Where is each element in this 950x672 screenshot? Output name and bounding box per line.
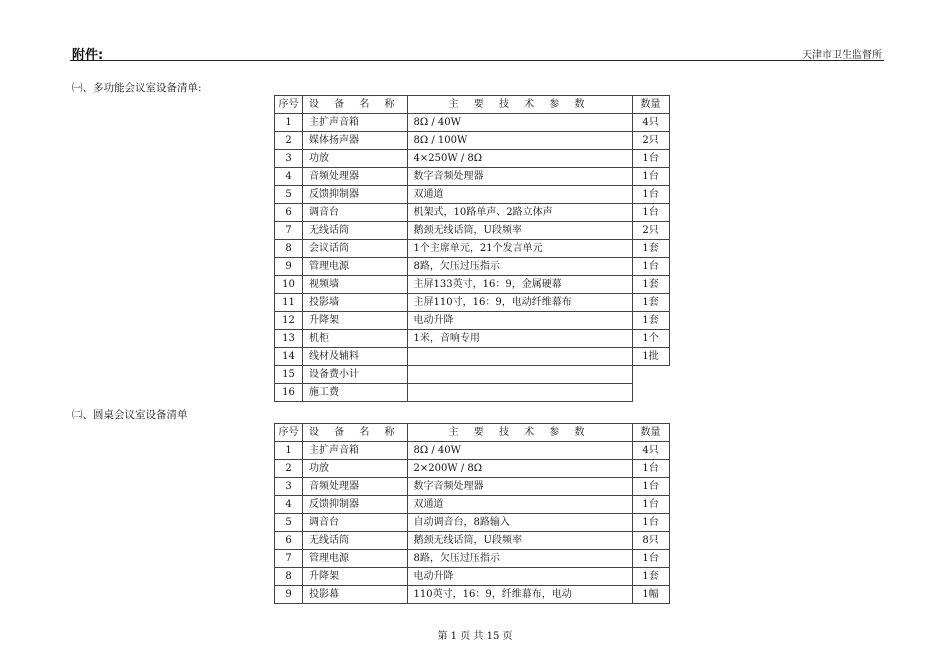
row-number: 7 <box>275 550 303 568</box>
equipment-spec: 双通道 <box>407 496 632 514</box>
header-spec: 主 要 技 术 参 数 <box>407 96 632 114</box>
row-number: 4 <box>275 168 303 186</box>
equipment-quantity: 1套 <box>632 312 669 330</box>
table-row <box>275 294 670 312</box>
equipment-name: 无线话筒 <box>303 532 408 550</box>
header-no: 序号 <box>275 424 303 442</box>
table-row <box>275 532 670 550</box>
section1-title: ㈠、多功能会议室设备清单: <box>72 82 202 94</box>
row-number: 7 <box>275 222 303 240</box>
table-row <box>275 442 670 460</box>
equipment-quantity: 1批 <box>632 348 669 366</box>
equipment-spec: 8Ω / 100W <box>407 132 632 150</box>
equipment-spec: 4×250W / 8Ω <box>407 150 632 168</box>
equipment-name: 主扩声音箱 <box>303 114 408 132</box>
header-qty: 数量 <box>632 96 669 114</box>
equipment-quantity: 1套 <box>632 568 669 586</box>
equipment-name: 管理电源 <box>303 258 408 276</box>
equipment-name: 媒体扬声器 <box>303 132 408 150</box>
table-row <box>275 514 670 532</box>
table-header-row <box>275 96 670 114</box>
equipment-name: 反馈抑制器 <box>303 186 408 204</box>
equipment-spec: 鹅颈无线话筒，U段频率 <box>407 222 632 240</box>
cost-item-name: 设备费小计 <box>303 366 408 384</box>
equipment-spec: 机架式，10路单声、2路立体声 <box>407 204 632 222</box>
empty-cell <box>632 366 669 384</box>
equipment-quantity: 2只 <box>632 222 669 240</box>
equipment-quantity: 1台 <box>632 168 669 186</box>
row-number: 12 <box>275 312 303 330</box>
equipment-name: 调音台 <box>303 514 408 532</box>
equipment-spec: 1个主席单元，21个发言单元 <box>407 240 632 258</box>
row-number: 4 <box>275 496 303 514</box>
equipment-quantity: 1台 <box>632 550 669 568</box>
equipment-spec: 主屏110寸，16：9，电动纤维幕布 <box>407 294 632 312</box>
row-number: 5 <box>275 514 303 532</box>
header-spec: 主 要 技 术 参 数 <box>407 424 632 442</box>
table-row <box>275 186 670 204</box>
equipment-quantity: 1台 <box>632 478 669 496</box>
equipment-spec <box>407 348 632 366</box>
equipment-spec: 数字音频处理器 <box>407 168 632 186</box>
table-row <box>275 258 670 276</box>
empty-cell <box>632 384 669 402</box>
equipment-spec: 数字音频处理器 <box>407 478 632 496</box>
equipment-quantity: 4只 <box>632 114 669 132</box>
equipment-name: 音频处理器 <box>303 168 408 186</box>
equipment-name: 功放 <box>303 460 408 478</box>
equipment-name: 机柜 <box>303 330 408 348</box>
equipment-name: 会议话筒 <box>303 240 408 258</box>
equipment-quantity: 1台 <box>632 496 669 514</box>
equipment-quantity: 1台 <box>632 204 669 222</box>
equipment-quantity: 8只 <box>632 532 669 550</box>
table-row <box>275 348 670 366</box>
equipment-name: 无线话筒 <box>303 222 408 240</box>
equipment-spec: 8路，欠压过压指示 <box>407 550 632 568</box>
row-number: 13 <box>275 330 303 348</box>
page-number: 第 1 页 共 15 页 <box>437 631 513 642</box>
row-number: 8 <box>275 240 303 258</box>
cost-item-value <box>407 366 632 384</box>
equipment-quantity: 1幅 <box>632 586 669 604</box>
table-row <box>275 478 670 496</box>
equipment-name: 主扩声音箱 <box>303 442 408 460</box>
table-row <box>275 168 670 186</box>
cost-item-name: 施工费 <box>303 384 408 402</box>
table-row <box>275 114 670 132</box>
header-qty: 数量 <box>632 424 669 442</box>
equipment-spec: 8路，欠压过压指示 <box>407 258 632 276</box>
equipment-spec: 2×200W / 8Ω <box>407 460 632 478</box>
equipment-quantity: 2只 <box>632 132 669 150</box>
equipment-name: 升降架 <box>303 312 408 330</box>
table-row <box>275 330 670 348</box>
cost-item-value <box>407 384 632 402</box>
section2-title: ㈡、圆桌会议室设备清单 <box>72 409 188 421</box>
equipment-name: 反馈抑制器 <box>303 496 408 514</box>
equipment-quantity: 1套 <box>632 240 669 258</box>
table-row <box>275 276 670 294</box>
row-number: 8 <box>275 568 303 586</box>
row-number: 10 <box>275 276 303 294</box>
equipment-spec: 1米，音响专用 <box>407 330 632 348</box>
equipment-spec: 鹅颈无线话筒，U段频率 <box>407 532 632 550</box>
equipment-spec: 8Ω / 40W <box>407 114 632 132</box>
row-number: 15 <box>275 366 303 384</box>
header-divider <box>70 60 884 61</box>
section2-equipment-table <box>274 423 670 604</box>
table-row <box>275 132 670 150</box>
header-name: 设 备 名 称 <box>303 424 408 442</box>
row-number: 14 <box>275 348 303 366</box>
table-row <box>275 150 670 168</box>
table-row <box>275 568 670 586</box>
subtotal-row <box>275 366 670 384</box>
equipment-name: 音频处理器 <box>303 478 408 496</box>
equipment-name: 投影墙 <box>303 294 408 312</box>
equipment-spec: 8Ω / 40W <box>407 442 632 460</box>
table-row <box>275 586 670 604</box>
equipment-quantity: 1个 <box>632 330 669 348</box>
header-no: 序号 <box>275 96 303 114</box>
row-number: 1 <box>275 114 303 132</box>
row-number: 11 <box>275 294 303 312</box>
table-row <box>275 312 670 330</box>
row-number: 2 <box>275 132 303 150</box>
row-number: 6 <box>275 204 303 222</box>
equipment-spec: 电动升降 <box>407 312 632 330</box>
equipment-quantity: 1套 <box>632 276 669 294</box>
table-row <box>275 240 670 258</box>
equipment-spec: 双通道 <box>407 186 632 204</box>
equipment-name: 调音台 <box>303 204 408 222</box>
table-row <box>275 204 670 222</box>
table-header-row <box>275 424 670 442</box>
row-number: 9 <box>275 586 303 604</box>
equipment-spec: 主屏133英寸，16：9，金属硬幕 <box>407 276 632 294</box>
row-number: 3 <box>275 150 303 168</box>
table-row <box>275 222 670 240</box>
row-number: 5 <box>275 186 303 204</box>
equipment-name: 视频墙 <box>303 276 408 294</box>
row-number: 2 <box>275 460 303 478</box>
row-number: 9 <box>275 258 303 276</box>
row-number: 6 <box>275 532 303 550</box>
equipment-name: 功放 <box>303 150 408 168</box>
equipment-name: 线材及辅料 <box>303 348 408 366</box>
equipment-spec: 自动调音台，8路输入 <box>407 514 632 532</box>
equipment-quantity: 1台 <box>632 186 669 204</box>
subtotal-row <box>275 384 670 402</box>
equipment-quantity: 1台 <box>632 150 669 168</box>
equipment-spec: 110英寸，16：9，纤维幕布，电动 <box>407 586 632 604</box>
table-row <box>275 550 670 568</box>
equipment-name: 投影幕 <box>303 586 408 604</box>
row-number: 1 <box>275 442 303 460</box>
section1-equipment-table <box>274 95 670 402</box>
equipment-quantity: 4只 <box>632 442 669 460</box>
equipment-name: 管理电源 <box>303 550 408 568</box>
equipment-quantity: 1台 <box>632 514 669 532</box>
row-number: 16 <box>275 384 303 402</box>
equipment-name: 升降架 <box>303 568 408 586</box>
table-row <box>275 460 670 478</box>
equipment-quantity: 1台 <box>632 460 669 478</box>
table-row <box>275 496 670 514</box>
header-name: 设 备 名 称 <box>303 96 408 114</box>
equipment-spec: 电动升降 <box>407 568 632 586</box>
row-number: 3 <box>275 478 303 496</box>
equipment-quantity: 1套 <box>632 294 669 312</box>
organization-name: 天津市卫生监督所 <box>802 50 882 61</box>
equipment-quantity: 1台 <box>632 258 669 276</box>
attachment-label: 附件: <box>72 48 104 63</box>
